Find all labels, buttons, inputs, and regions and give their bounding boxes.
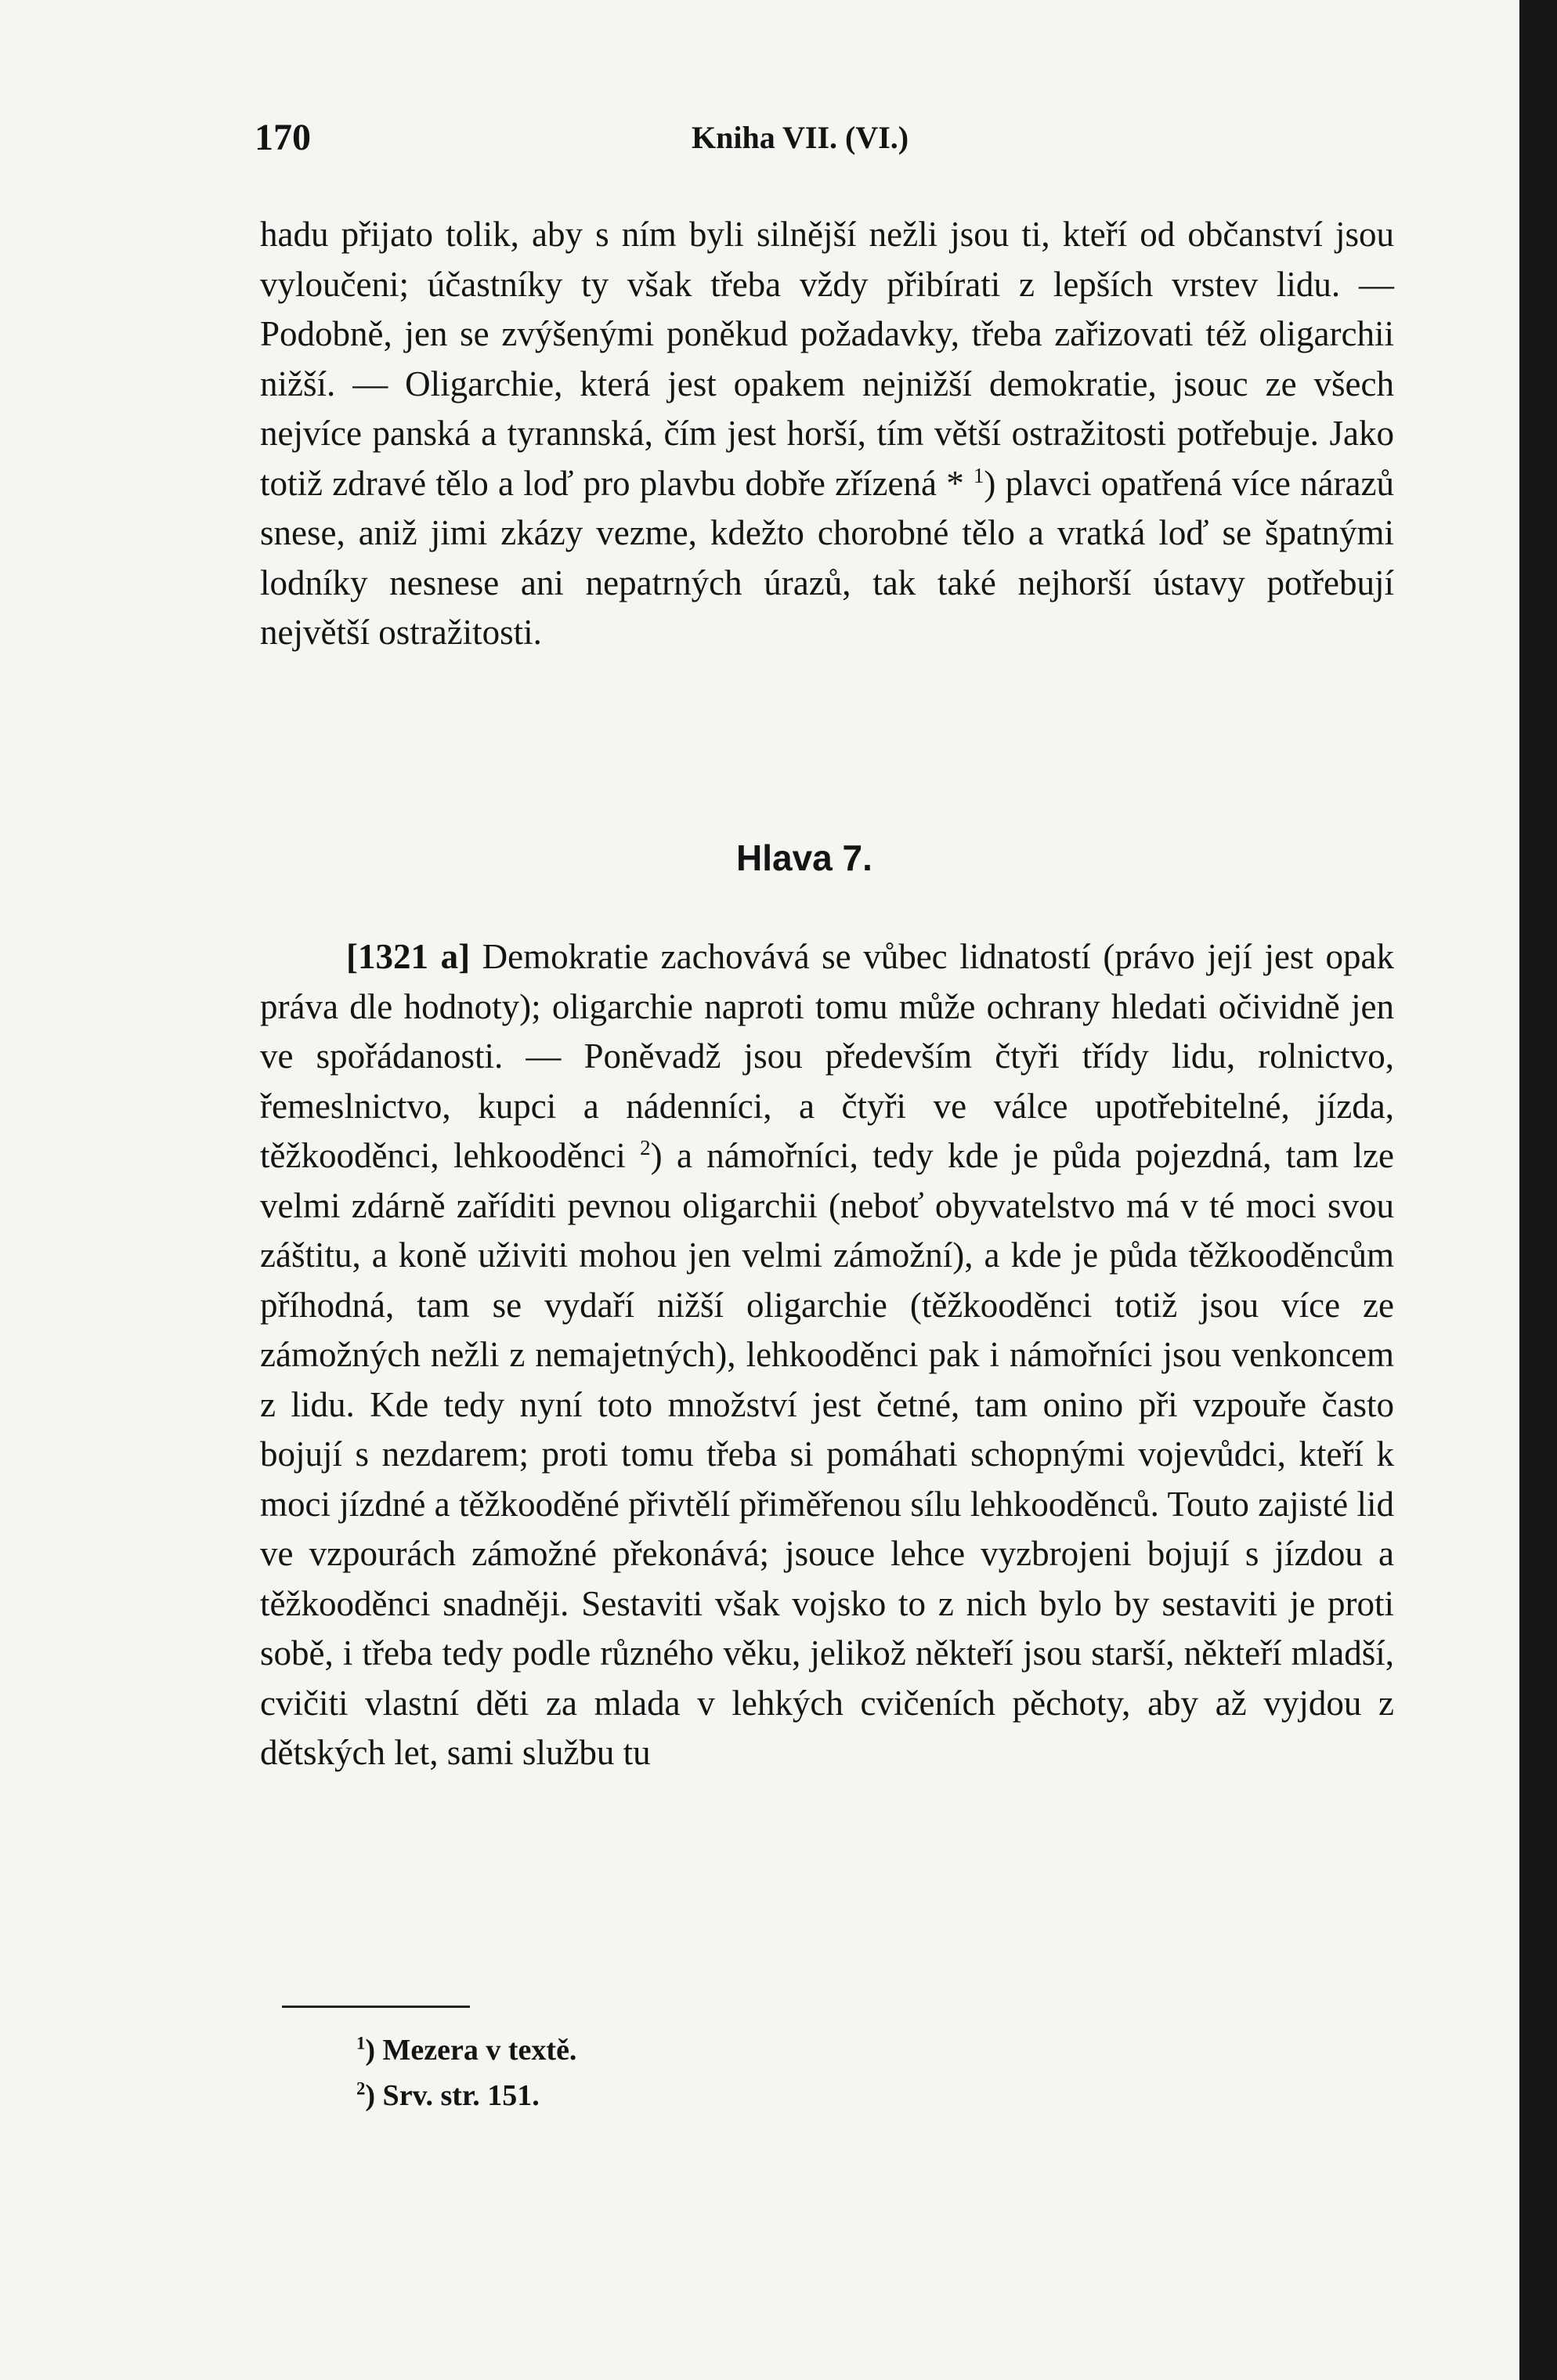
footnote-2	[356, 2073, 576, 2118]
footnote-divider	[282, 2006, 470, 2008]
running-head: Kniha VII. (VI.)	[692, 120, 909, 155]
intro-text-continued: ) plavci opatřená více nárazů snese, aniž jimi zkázy vezme, kdežto chorobné tělo a vratká loď se špatnými lodníky nesnese ani nepatrných úrazů, tak také nejhorší ústavy potřebují největší ostražitosti.	[260, 463, 1394, 652]
section-reference: [1321 a]	[346, 937, 471, 976]
chapter-text-part-1: Demokratie zachovává se vůbec lidnatostí (právo její jest opak práva dle hodnoty); oligarchie naproti tomu může ochrany hledati očividně jen ve spořádanosti. — Poněvadž jsou především čtyři třídy lidu, rolnictvo, řemeslnictvo, kupci a nádenníci, a čtyři ve válce upotřebitelné, jízda, těžkooděnci, lehkooděnci	[260, 937, 1395, 1175]
intro-paragraph	[260, 210, 1394, 658]
scan-edge	[1519, 0, 1557, 2380]
footnote-mark-2: 2	[640, 1136, 651, 1159]
chapter-heading: Hlava 7.	[736, 837, 872, 878]
footnote-2-mark: 2	[356, 2078, 366, 2099]
footnote-1-mark: 1	[356, 2033, 366, 2053]
footnote-2-text: ) Srv. str. 151.	[365, 2079, 540, 2112]
page-header	[255, 116, 1390, 171]
intro-text: hadu přijato tolik, aby s ním byli silnější nežli jsou ti, kteří od občanství jsou vyloučeni; účastníky ty však třeba vždy přibírati z lepších vrstev lidu. — Podobně, jen se zvýšenými poněkud požadavky, třeba zařizovati též oligarchii nižší. — Oligarchie, která jest opakem nejnižší demokratie, jsouc ze všech nejvíce panská a tyrannská, čím jest horší, tím větší ostražitosti potřebuje. Jako totiž zdravé tělo a loď pro plavbu dobře zřízená *	[260, 215, 1394, 503]
page-number: 170	[255, 117, 311, 158]
footnote-1-text: ) Mezera v textě.	[365, 2034, 577, 2067]
chapter-paragraph	[260, 932, 1394, 1778]
chapter-text-part-2: ) a námořníci, tedy kde je půda pojezdná, tam lze velmi zdárně zaříditi pevnou oligarchii (neboť obyvatelstvo má v té moci svou záštitu, a koně uživiti mohou jen velmi zámožní), a kde je půda těžkooděncům příhodná, tam se vydaří nižší oligarchie (těžkooděnci totiž jsou více ze zámožných nežli z nemajetných), lehkooděnci pak i námořníci jsou venkoncem z lidu. Kde tedy nyní toto množství jest četné, tam onino při vzpouře často bojují s nezdarem; proti tomu třeba si pomáhati schopnými vojevůdci, kteří k moci jízdné a těžkooděné přivtělí přiměřenou sílu lehkooděnců. Touto zajisté lid ve vzpourách zámožné překonává; jsouce lehce vyzbrojeni bojují s jízdou a těžkooděnci snadněji. Sestaviti však vojsko to z nich bylo by sestaviti je proti sobě, i třeba tedy podle různého věku, jelikož někteří jsou starší, někteří mladší, cvičiti vlastní děti za mlada v lehkých cvičeních pěchoty, aby až vyjdou z dětských let, sami službu tu	[260, 1136, 1394, 1772]
footnote-1	[356, 2027, 576, 2073]
footnotes	[356, 2027, 576, 2118]
footnote-mark-1: 1	[973, 463, 984, 487]
